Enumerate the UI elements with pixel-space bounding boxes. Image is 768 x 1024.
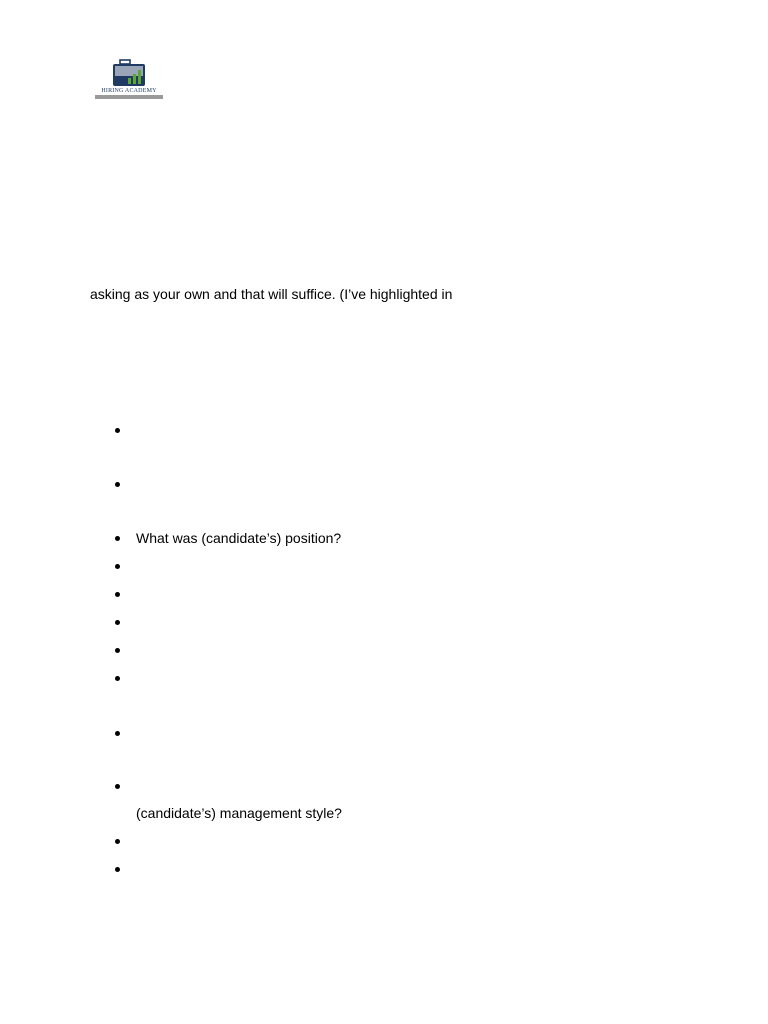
bullet-continuation-text: (candidate’s) management style? xyxy=(136,805,342,821)
bullet-marker xyxy=(112,642,122,658)
bullet-marker xyxy=(112,586,122,602)
bullet-text-position-question: What was (candidate’s) position? xyxy=(136,530,342,546)
bullet-marker xyxy=(112,725,122,741)
briefcase-chart-icon xyxy=(94,58,164,88)
bullet-marker xyxy=(112,422,122,438)
bullet-marker xyxy=(112,670,122,686)
bullet-marker xyxy=(112,476,122,492)
bullet-marker xyxy=(112,861,122,877)
logo-brand-text: HIRING ACADEMY xyxy=(101,88,157,94)
bullet-marker xyxy=(112,778,122,794)
company-logo xyxy=(94,58,164,102)
bullet-marker xyxy=(112,558,122,574)
logo-tagline-bar xyxy=(95,95,163,99)
bullet-marker xyxy=(112,530,122,546)
bullet-marker xyxy=(112,614,122,630)
intro-paragraph-line: asking as your own and that will suffice. (I’ve highlighted in xyxy=(90,286,453,302)
bullet-marker xyxy=(112,833,122,849)
